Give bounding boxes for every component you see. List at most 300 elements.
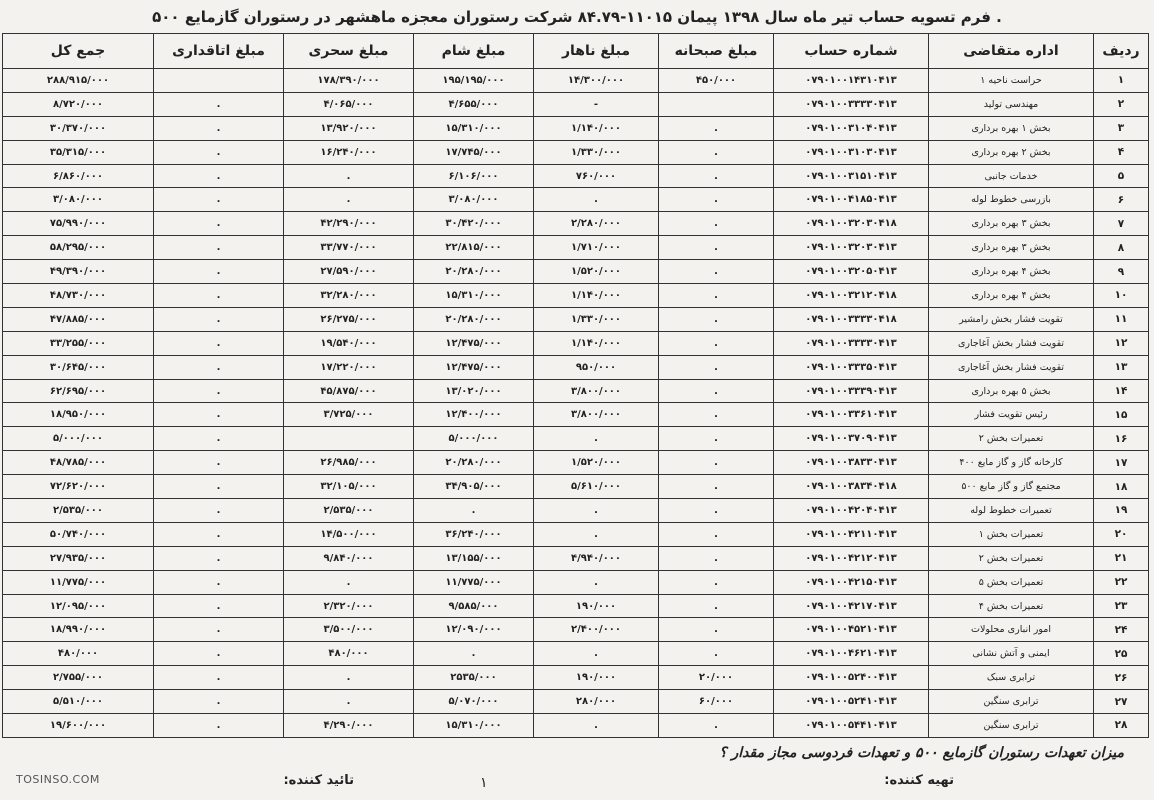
cell-dinner: ۲۰/۲۸۰/۰۰۰: [414, 307, 534, 331]
cell-total: ۲۸۸/۹۱۵/۰۰۰: [3, 69, 154, 93]
cell-row-number: ۲۶: [1094, 666, 1149, 690]
table-row: [3, 188, 1149, 212]
cell-department: تعمیرات بخش ۲: [929, 546, 1094, 570]
table-row: [3, 260, 1149, 284]
cell-row-number: ۴: [1094, 140, 1149, 164]
cell-sahari: ۳۲/۱۰۵/۰۰۰: [284, 475, 414, 499]
cell-dinner: ۳۴/۹۰۵/۰۰۰: [414, 475, 534, 499]
cell-account-number: ۰۷۹۰۱۰۰۴۲۱۷۰۴۱۳: [774, 594, 929, 618]
cell-lunch: ۱۴/۳۰۰/۰۰۰: [534, 69, 659, 93]
cell-total: ۵۸/۲۹۵/۰۰۰: [3, 236, 154, 260]
cell-room: .: [154, 212, 284, 236]
cell-dinner: ۲۰/۲۸۰/۰۰۰: [414, 451, 534, 475]
cell-account-number: ۰۷۹۰۱۰۰۳۱۰۴۰۴۱۳: [774, 116, 929, 140]
handwritten-note: میزان تعهدات رستوران گازمایع ۵۰۰ و تعهدات فردوسی مجاز مقدار ؟: [719, 745, 1124, 761]
cell-dinner: .: [414, 499, 534, 523]
cell-sahari: ۴/۰۶۵/۰۰۰: [284, 92, 414, 116]
cell-lunch: ۱/۵۲۰/۰۰۰: [534, 451, 659, 475]
col-header-sahari: مبلغ سحری: [284, 34, 414, 69]
cell-sahari: ۱۶/۲۴۰/۰۰۰: [284, 140, 414, 164]
cell-sahari: ۱۷/۲۲۰/۰۰۰: [284, 355, 414, 379]
cell-lunch: ۳/۸۰۰/۰۰۰: [534, 379, 659, 403]
cell-breakfast: ۲۰/۰۰۰: [659, 666, 774, 690]
cell-account-number: ۰۷۹۰۱۰۰۵۲۴۱۰۴۱۳: [774, 690, 929, 714]
cell-total: ۱۸/۹۵۰/۰۰۰: [3, 403, 154, 427]
cell-lunch: -: [534, 92, 659, 116]
table-row: [3, 379, 1149, 403]
cell-room: .: [154, 403, 284, 427]
cell-department: بخش ۳ بهره برداری: [929, 236, 1094, 260]
cell-account-number: ۰۷۹۰۱۰۰۴۲۱۵۰۴۱۳: [774, 570, 929, 594]
cell-account-number: ۰۷۹۰۱۰۰۳۲۰۳۰۴۱۳: [774, 236, 929, 260]
cell-total: ۴۸/۷۳۰/۰۰۰: [3, 284, 154, 308]
cell-total: ۴۸۰/۰۰۰: [3, 642, 154, 666]
table-row: [3, 714, 1149, 738]
table-row: [3, 140, 1149, 164]
cell-account-number: ۰۷۹۰۱۰۰۳۳۶۱۰۴۱۳: [774, 403, 929, 427]
table-row: [3, 642, 1149, 666]
table-row: [3, 570, 1149, 594]
cell-department: بخش ۴ بهره برداری: [929, 284, 1094, 308]
cell-account-number: ۰۷۹۰۱۰۰۵۴۴۱۰۴۱۳: [774, 714, 929, 738]
cell-lunch: ۱/۱۴۰/۰۰۰: [534, 331, 659, 355]
cell-breakfast: .: [659, 475, 774, 499]
cell-breakfast: .: [659, 714, 774, 738]
cell-department: ترابری سنگین: [929, 714, 1094, 738]
table-row: [3, 307, 1149, 331]
table-row: [3, 92, 1149, 116]
cell-room: .: [154, 307, 284, 331]
cell-row-number: ۱۹: [1094, 499, 1149, 523]
cell-sahari: .: [284, 164, 414, 188]
cell-dinner: ۱۵/۳۱۰/۰۰۰: [414, 714, 534, 738]
cell-sahari: ۳/۵۰۰/۰۰۰: [284, 618, 414, 642]
cell-sahari: ۲۷/۵۹۰/۰۰۰: [284, 260, 414, 284]
cell-room: .: [154, 570, 284, 594]
cell-sahari: ۴/۲۹۰/۰۰۰: [284, 714, 414, 738]
cell-row-number: ۲۳: [1094, 594, 1149, 618]
cell-room: .: [154, 451, 284, 475]
cell-account-number: ۰۷۹۰۱۰۰۳۲۰۵۰۴۱۳: [774, 260, 929, 284]
cell-dinner: ۳/۰۸۰/۰۰۰: [414, 188, 534, 212]
cell-total: ۲۷/۹۳۵/۰۰۰: [3, 546, 154, 570]
cell-total: ۵/۵۱۰/۰۰۰: [3, 690, 154, 714]
cell-sahari: ۹/۸۴۰/۰۰۰: [284, 546, 414, 570]
cell-dinner: ۵/۰۷۰/۰۰۰: [414, 690, 534, 714]
table-row: [3, 164, 1149, 188]
cell-lunch: ۳/۸۰۰/۰۰۰: [534, 403, 659, 427]
cell-row-number: ۲: [1094, 92, 1149, 116]
cell-lunch: .: [534, 570, 659, 594]
cell-row-number: ۱۱: [1094, 307, 1149, 331]
cell-account-number: ۰۷۹۰۱۰۰۳۳۳۹۰۴۱۳: [774, 379, 929, 403]
cell-department: بخش ۴ بهره برداری: [929, 260, 1094, 284]
settlement-table-wrap: [2, 33, 1148, 733]
cell-room: .: [154, 379, 284, 403]
table-row: [3, 116, 1149, 140]
cell-room: .: [154, 116, 284, 140]
form-footer: [0, 735, 1154, 800]
cell-sahari: ۴۸۰/۰۰۰: [284, 642, 414, 666]
cell-sahari: ۱۷۸/۳۹۰/۰۰۰: [284, 69, 414, 93]
cell-breakfast: .: [659, 236, 774, 260]
cell-room: .: [154, 546, 284, 570]
cell-account-number: ۰۷۹۰۱۰۰۱۴۳۱۰۴۱۳: [774, 69, 929, 93]
cell-account-number: ۰۷۹۰۱۰۰۴۲۱۱۰۴۱۳: [774, 522, 929, 546]
cell-department: بخش ۳ بهره برداری: [929, 212, 1094, 236]
cell-dinner: .: [414, 642, 534, 666]
cell-row-number: ۱۳: [1094, 355, 1149, 379]
cell-lunch: .: [534, 188, 659, 212]
cell-lunch: ۲/۲۸۰/۰۰۰: [534, 212, 659, 236]
cell-breakfast: .: [659, 188, 774, 212]
table-row: [3, 427, 1149, 451]
cell-room: .: [154, 522, 284, 546]
cell-sahari: ۳۳/۷۷۰/۰۰۰: [284, 236, 414, 260]
cell-room: .: [154, 475, 284, 499]
cell-breakfast: ۶۰/۰۰۰: [659, 690, 774, 714]
cell-sahari: ۲/۵۳۵/۰۰۰: [284, 499, 414, 523]
cell-total: ۳/۰۸۰/۰۰۰: [3, 188, 154, 212]
cell-room: .: [154, 331, 284, 355]
prepared-by-label: تهیه کننده:: [884, 773, 954, 788]
cell-dinner: ۱۲/۴۰۰/۰۰۰: [414, 403, 534, 427]
cell-sahari: .: [284, 570, 414, 594]
cell-room: .: [154, 594, 284, 618]
cell-dinner: ۹/۵۸۵/۰۰۰: [414, 594, 534, 618]
table-row: [3, 284, 1149, 308]
cell-room: .: [154, 666, 284, 690]
cell-dinner: ۲۵۳۵/۰۰۰: [414, 666, 534, 690]
cell-lunch: ۲/۴۰۰/۰۰۰: [534, 618, 659, 642]
cell-dinner: ۱۵/۳۱۰/۰۰۰: [414, 284, 534, 308]
cell-total: ۴۹/۳۹۰/۰۰۰: [3, 260, 154, 284]
cell-row-number: ۷: [1094, 212, 1149, 236]
cell-total: ۴۸/۷۸۵/۰۰۰: [3, 451, 154, 475]
watermark: TOSINSO.COM: [16, 773, 100, 786]
cell-account-number: ۰۷۹۰۱۰۰۳۷۰۹۰۴۱۳: [774, 427, 929, 451]
table-row: [3, 451, 1149, 475]
cell-sahari: ۳/۷۲۵/۰۰۰: [284, 403, 414, 427]
cell-account-number: ۰۷۹۰۱۰۰۳۲۱۲۰۴۱۸: [774, 284, 929, 308]
cell-row-number: ۲۷: [1094, 690, 1149, 714]
cell-account-number: ۰۷۹۰۱۰۰۴۵۲۱۰۴۱۳: [774, 618, 929, 642]
cell-row-number: ۱۷: [1094, 451, 1149, 475]
col-header-room: مبلغ اتاقداری: [154, 34, 284, 69]
cell-row-number: ۱۴: [1094, 379, 1149, 403]
cell-breakfast: [659, 92, 774, 116]
cell-total: ۱۲/۰۹۵/۰۰۰: [3, 594, 154, 618]
cell-row-number: ۱: [1094, 69, 1149, 93]
cell-dinner: ۱۲/۴۷۵/۰۰۰: [414, 331, 534, 355]
cell-row-number: ۲۱: [1094, 546, 1149, 570]
table-row: [3, 236, 1149, 260]
cell-account-number: ۰۷۹۰۱۰۰۳۳۳۳۰۴۱۳: [774, 331, 929, 355]
cell-breakfast: .: [659, 307, 774, 331]
cell-total: ۳۰/۶۴۵/۰۰۰: [3, 355, 154, 379]
cell-total: ۸/۷۲۰/۰۰۰: [3, 92, 154, 116]
table-body: [3, 69, 1149, 738]
cell-total: ۱۱/۷۷۵/۰۰۰: [3, 570, 154, 594]
cell-breakfast: .: [659, 284, 774, 308]
cell-account-number: ۰۷۹۰۱۰۰۵۲۴۰۰۴۱۳: [774, 666, 929, 690]
cell-lunch: .: [534, 642, 659, 666]
cell-room: .: [154, 618, 284, 642]
cell-account-number: ۰۷۹۰۱۰۰۳۳۳۵۰۴۱۳: [774, 355, 929, 379]
cell-sahari: ۲/۳۲۰/۰۰۰: [284, 594, 414, 618]
cell-breakfast: .: [659, 499, 774, 523]
table-row: [3, 594, 1149, 618]
cell-total: ۵/۰۰۰/۰۰۰: [3, 427, 154, 451]
cell-row-number: ۱۰: [1094, 284, 1149, 308]
table-row: [3, 475, 1149, 499]
cell-dinner: ۲۲/۸۱۵/۰۰۰: [414, 236, 534, 260]
cell-lunch: ۱/۵۲۰/۰۰۰: [534, 260, 659, 284]
cell-department: خدمات جانبی: [929, 164, 1094, 188]
cell-total: ۲/۵۳۵/۰۰۰: [3, 499, 154, 523]
cell-row-number: ۲۰: [1094, 522, 1149, 546]
cell-breakfast: .: [659, 212, 774, 236]
cell-account-number: ۰۷۹۰۱۰۰۴۲۰۴۰۴۱۳: [774, 499, 929, 523]
cell-row-number: ۱۶: [1094, 427, 1149, 451]
cell-account-number: ۰۷۹۰۱۰۰۳۸۳۴۰۴۱۸: [774, 475, 929, 499]
cell-department: تعمیرات بخش ۴: [929, 594, 1094, 618]
cell-dinner: ۱۲/۴۷۵/۰۰۰: [414, 355, 534, 379]
table-row: [3, 690, 1149, 714]
cell-breakfast: .: [659, 546, 774, 570]
cell-room: .: [154, 427, 284, 451]
cell-department: تقویت فشار بخش آغاجاری: [929, 331, 1094, 355]
cell-lunch: ۱۹۰/۰۰۰: [534, 594, 659, 618]
cell-department: بخش ۱ بهره برداری: [929, 116, 1094, 140]
cell-row-number: ۱۵: [1094, 403, 1149, 427]
col-header-row: ردیف: [1094, 34, 1149, 69]
cell-dinner: ۱۷/۷۴۵/۰۰۰: [414, 140, 534, 164]
table-row: [3, 331, 1149, 355]
cell-dinner: ۱۱/۷۷۵/۰۰۰: [414, 570, 534, 594]
cell-lunch: .: [534, 427, 659, 451]
cell-sahari: .: [284, 188, 414, 212]
table-row: [3, 403, 1149, 427]
cell-department: تقویت فشار بخش آغاجاری: [929, 355, 1094, 379]
cell-row-number: ۲۴: [1094, 618, 1149, 642]
cell-sahari: ۱۹/۵۴۰/۰۰۰: [284, 331, 414, 355]
cell-account-number: ۰۷۹۰۱۰۰۳۲۰۳۰۴۱۸: [774, 212, 929, 236]
cell-dinner: ۴/۶۵۵/۰۰۰: [414, 92, 534, 116]
cell-row-number: ۸: [1094, 236, 1149, 260]
cell-department: تقویت فشار بخش رامشیر: [929, 307, 1094, 331]
cell-total: ۶۲/۶۹۵/۰۰۰: [3, 379, 154, 403]
table-row: [3, 618, 1149, 642]
cell-row-number: ۵: [1094, 164, 1149, 188]
cell-account-number: ۰۷۹۰۱۰۰۳۳۳۳۰۴۱۸: [774, 307, 929, 331]
cell-dinner: ۱۳/۰۲۰/۰۰۰: [414, 379, 534, 403]
cell-account-number: ۰۷۹۰۱۰۰۳۱۵۱۰۴۱۳: [774, 164, 929, 188]
cell-breakfast: .: [659, 260, 774, 284]
settlement-table: [2, 33, 1149, 738]
cell-room: .: [154, 355, 284, 379]
cell-breakfast: .: [659, 451, 774, 475]
cell-department: حراست ناحیه ۱: [929, 69, 1094, 93]
cell-room: .: [154, 714, 284, 738]
cell-breakfast: .: [659, 594, 774, 618]
cell-account-number: ۰۷۹۰۱۰۰۴۱۸۵۰۴۱۳: [774, 188, 929, 212]
cell-total: ۱۹/۶۰۰/۰۰۰: [3, 714, 154, 738]
cell-sahari: .: [284, 666, 414, 690]
cell-department: رئیس تقویت فشار: [929, 403, 1094, 427]
cell-department: ترابری سبک: [929, 666, 1094, 690]
col-header-dept: اداره متقاضی: [929, 34, 1094, 69]
cell-row-number: ۲۸: [1094, 714, 1149, 738]
cell-room: .: [154, 140, 284, 164]
cell-breakfast: .: [659, 403, 774, 427]
cell-room: .: [154, 236, 284, 260]
cell-room: .: [154, 260, 284, 284]
cell-lunch: .: [534, 499, 659, 523]
cell-row-number: ۲۲: [1094, 570, 1149, 594]
cell-total: ۷۲/۶۲۰/۰۰۰: [3, 475, 154, 499]
cell-row-number: ۳: [1094, 116, 1149, 140]
cell-room: [154, 69, 284, 93]
cell-room: .: [154, 92, 284, 116]
cell-row-number: ۶: [1094, 188, 1149, 212]
cell-account-number: ۰۷۹۰۱۰۰۴۶۲۱۰۴۱۳: [774, 642, 929, 666]
table-row: [3, 666, 1149, 690]
cell-dinner: ۲۰/۲۸۰/۰۰۰: [414, 260, 534, 284]
cell-total: ۳۳/۲۵۵/۰۰۰: [3, 331, 154, 355]
col-header-dinner: مبلغ شام: [414, 34, 534, 69]
cell-sahari: ۳۲/۲۸۰/۰۰۰: [284, 284, 414, 308]
cell-lunch: ۱/۱۴۰/۰۰۰: [534, 284, 659, 308]
cell-department: بازرسی خطوط لوله: [929, 188, 1094, 212]
cell-total: ۳۵/۳۱۵/۰۰۰: [3, 140, 154, 164]
cell-lunch: ۲۸۰/۰۰۰: [534, 690, 659, 714]
col-header-breakfast: مبلغ صبحانه: [659, 34, 774, 69]
cell-lunch: ۴/۹۴۰/۰۰۰: [534, 546, 659, 570]
cell-room: .: [154, 164, 284, 188]
table-row: [3, 69, 1149, 93]
cell-lunch: ۷۶۰/۰۰۰: [534, 164, 659, 188]
cell-sahari: ۴۲/۲۹۰/۰۰۰: [284, 212, 414, 236]
cell-lunch: ۱/۳۳۰/۰۰۰: [534, 307, 659, 331]
cell-lunch: ۹۵۰/۰۰۰: [534, 355, 659, 379]
cell-row-number: ۱۲: [1094, 331, 1149, 355]
cell-lunch: ۱/۳۳۰/۰۰۰: [534, 140, 659, 164]
cell-total: ۵۰/۷۴۰/۰۰۰: [3, 522, 154, 546]
cell-department: امور انباری محلولات: [929, 618, 1094, 642]
cell-department: بخش ۵ بهره برداری: [929, 379, 1094, 403]
cell-account-number: ۰۷۹۰۱۰۰۳۱۰۳۰۴۱۳: [774, 140, 929, 164]
cell-total: ۳۰/۳۷۰/۰۰۰: [3, 116, 154, 140]
approved-by-label: تائید کننده:: [283, 773, 354, 788]
cell-room: .: [154, 284, 284, 308]
header-row: [3, 34, 1149, 69]
cell-dinner: ۱۲/۰۹۰/۰۰۰: [414, 618, 534, 642]
cell-lunch: ۱/۱۴۰/۰۰۰: [534, 116, 659, 140]
cell-breakfast: .: [659, 570, 774, 594]
cell-dinner: ۳۶/۲۴۰/۰۰۰: [414, 522, 534, 546]
table-row: [3, 522, 1149, 546]
cell-department: مهندسی تولید: [929, 92, 1094, 116]
col-header-acct: شماره حساب: [774, 34, 929, 69]
cell-sahari: ۴۵/۸۷۵/۰۰۰: [284, 379, 414, 403]
cell-dinner: ۱۵/۳۱۰/۰۰۰: [414, 116, 534, 140]
cell-breakfast: .: [659, 140, 774, 164]
cell-department: ترابری سنگین: [929, 690, 1094, 714]
cell-department: بخش ۲ بهره برداری: [929, 140, 1094, 164]
cell-breakfast: ۴۵۰/۰۰۰: [659, 69, 774, 93]
cell-room: .: [154, 188, 284, 212]
cell-department: کارخانه گاز و گاز مایع ۴۰۰: [929, 451, 1094, 475]
cell-sahari: ۱۳/۹۲۰/۰۰۰: [284, 116, 414, 140]
cell-department: تعمیرات خطوط لوله: [929, 499, 1094, 523]
form-title: . فرم تسویه حساب تیر ماه سال ۱۳۹۸ پیمان ۱۱۰۱۵-۸۴.۷۹ شرکت رستوران معجزه ماهشهر در رستوران گازمایع ۵۰۰: [152, 8, 1002, 26]
cell-lunch: .: [534, 714, 659, 738]
cell-sahari: .: [284, 690, 414, 714]
cell-sahari: [284, 427, 414, 451]
table-row: [3, 355, 1149, 379]
cell-dinner: ۳۰/۴۲۰/۰۰۰: [414, 212, 534, 236]
cell-account-number: ۰۷۹۰۱۰۰۴۲۱۲۰۴۱۳: [774, 546, 929, 570]
cell-lunch: .: [534, 522, 659, 546]
page-number: ۱: [480, 775, 488, 791]
cell-breakfast: .: [659, 379, 774, 403]
cell-total: ۲/۷۵۵/۰۰۰: [3, 666, 154, 690]
cell-dinner: ۱۹۵/۱۹۵/۰۰۰: [414, 69, 534, 93]
cell-breakfast: .: [659, 427, 774, 451]
cell-total: ۶/۸۶۰/۰۰۰: [3, 164, 154, 188]
cell-breakfast: .: [659, 618, 774, 642]
cell-row-number: ۲۵: [1094, 642, 1149, 666]
cell-breakfast: .: [659, 116, 774, 140]
cell-row-number: ۱۸: [1094, 475, 1149, 499]
cell-lunch: ۵/۶۱۰/۰۰۰: [534, 475, 659, 499]
cell-dinner: ۱۳/۱۵۵/۰۰۰: [414, 546, 534, 570]
cell-breakfast: .: [659, 331, 774, 355]
cell-account-number: ۰۷۹۰۱۰۰۳۸۳۳۰۴۱۳: [774, 451, 929, 475]
cell-sahari: ۱۴/۵۰۰/۰۰۰: [284, 522, 414, 546]
cell-lunch: ۱۹۰/۰۰۰: [534, 666, 659, 690]
cell-sahari: ۲۶/۹۸۵/۰۰۰: [284, 451, 414, 475]
cell-account-number: ۰۷۹۰۱۰۰۳۳۳۳۰۴۱۳: [774, 92, 929, 116]
cell-room: .: [154, 499, 284, 523]
cell-breakfast: .: [659, 164, 774, 188]
cell-department: تعمیرات بخش ۵: [929, 570, 1094, 594]
cell-dinner: ۵/۰۰۰/۰۰۰: [414, 427, 534, 451]
cell-breakfast: .: [659, 355, 774, 379]
cell-department: تعمیرات بخش ۱: [929, 522, 1094, 546]
table-row: [3, 212, 1149, 236]
cell-room: .: [154, 642, 284, 666]
cell-lunch: ۱/۷۱۰/۰۰۰: [534, 236, 659, 260]
cell-dinner: ۶/۱۰۶/۰۰۰: [414, 164, 534, 188]
cell-total: ۷۵/۹۹۰/۰۰۰: [3, 212, 154, 236]
cell-sahari: ۲۶/۲۷۵/۰۰۰: [284, 307, 414, 331]
cell-breakfast: .: [659, 642, 774, 666]
cell-department: مجتمع گاز و گاز مایع ۵۰۰: [929, 475, 1094, 499]
col-header-lunch: مبلغ ناهار: [534, 34, 659, 69]
col-header-total: جمع کل: [3, 34, 154, 69]
table-row: [3, 546, 1149, 570]
cell-room: .: [154, 690, 284, 714]
cell-breakfast: .: [659, 522, 774, 546]
cell-total: ۱۸/۹۹۰/۰۰۰: [3, 618, 154, 642]
table-row: [3, 499, 1149, 523]
cell-department: تعمیرات بخش ۲: [929, 427, 1094, 451]
cell-total: ۴۷/۸۸۵/۰۰۰: [3, 307, 154, 331]
cell-department: ایمنی و آتش نشانی: [929, 642, 1094, 666]
cell-row-number: ۹: [1094, 260, 1149, 284]
